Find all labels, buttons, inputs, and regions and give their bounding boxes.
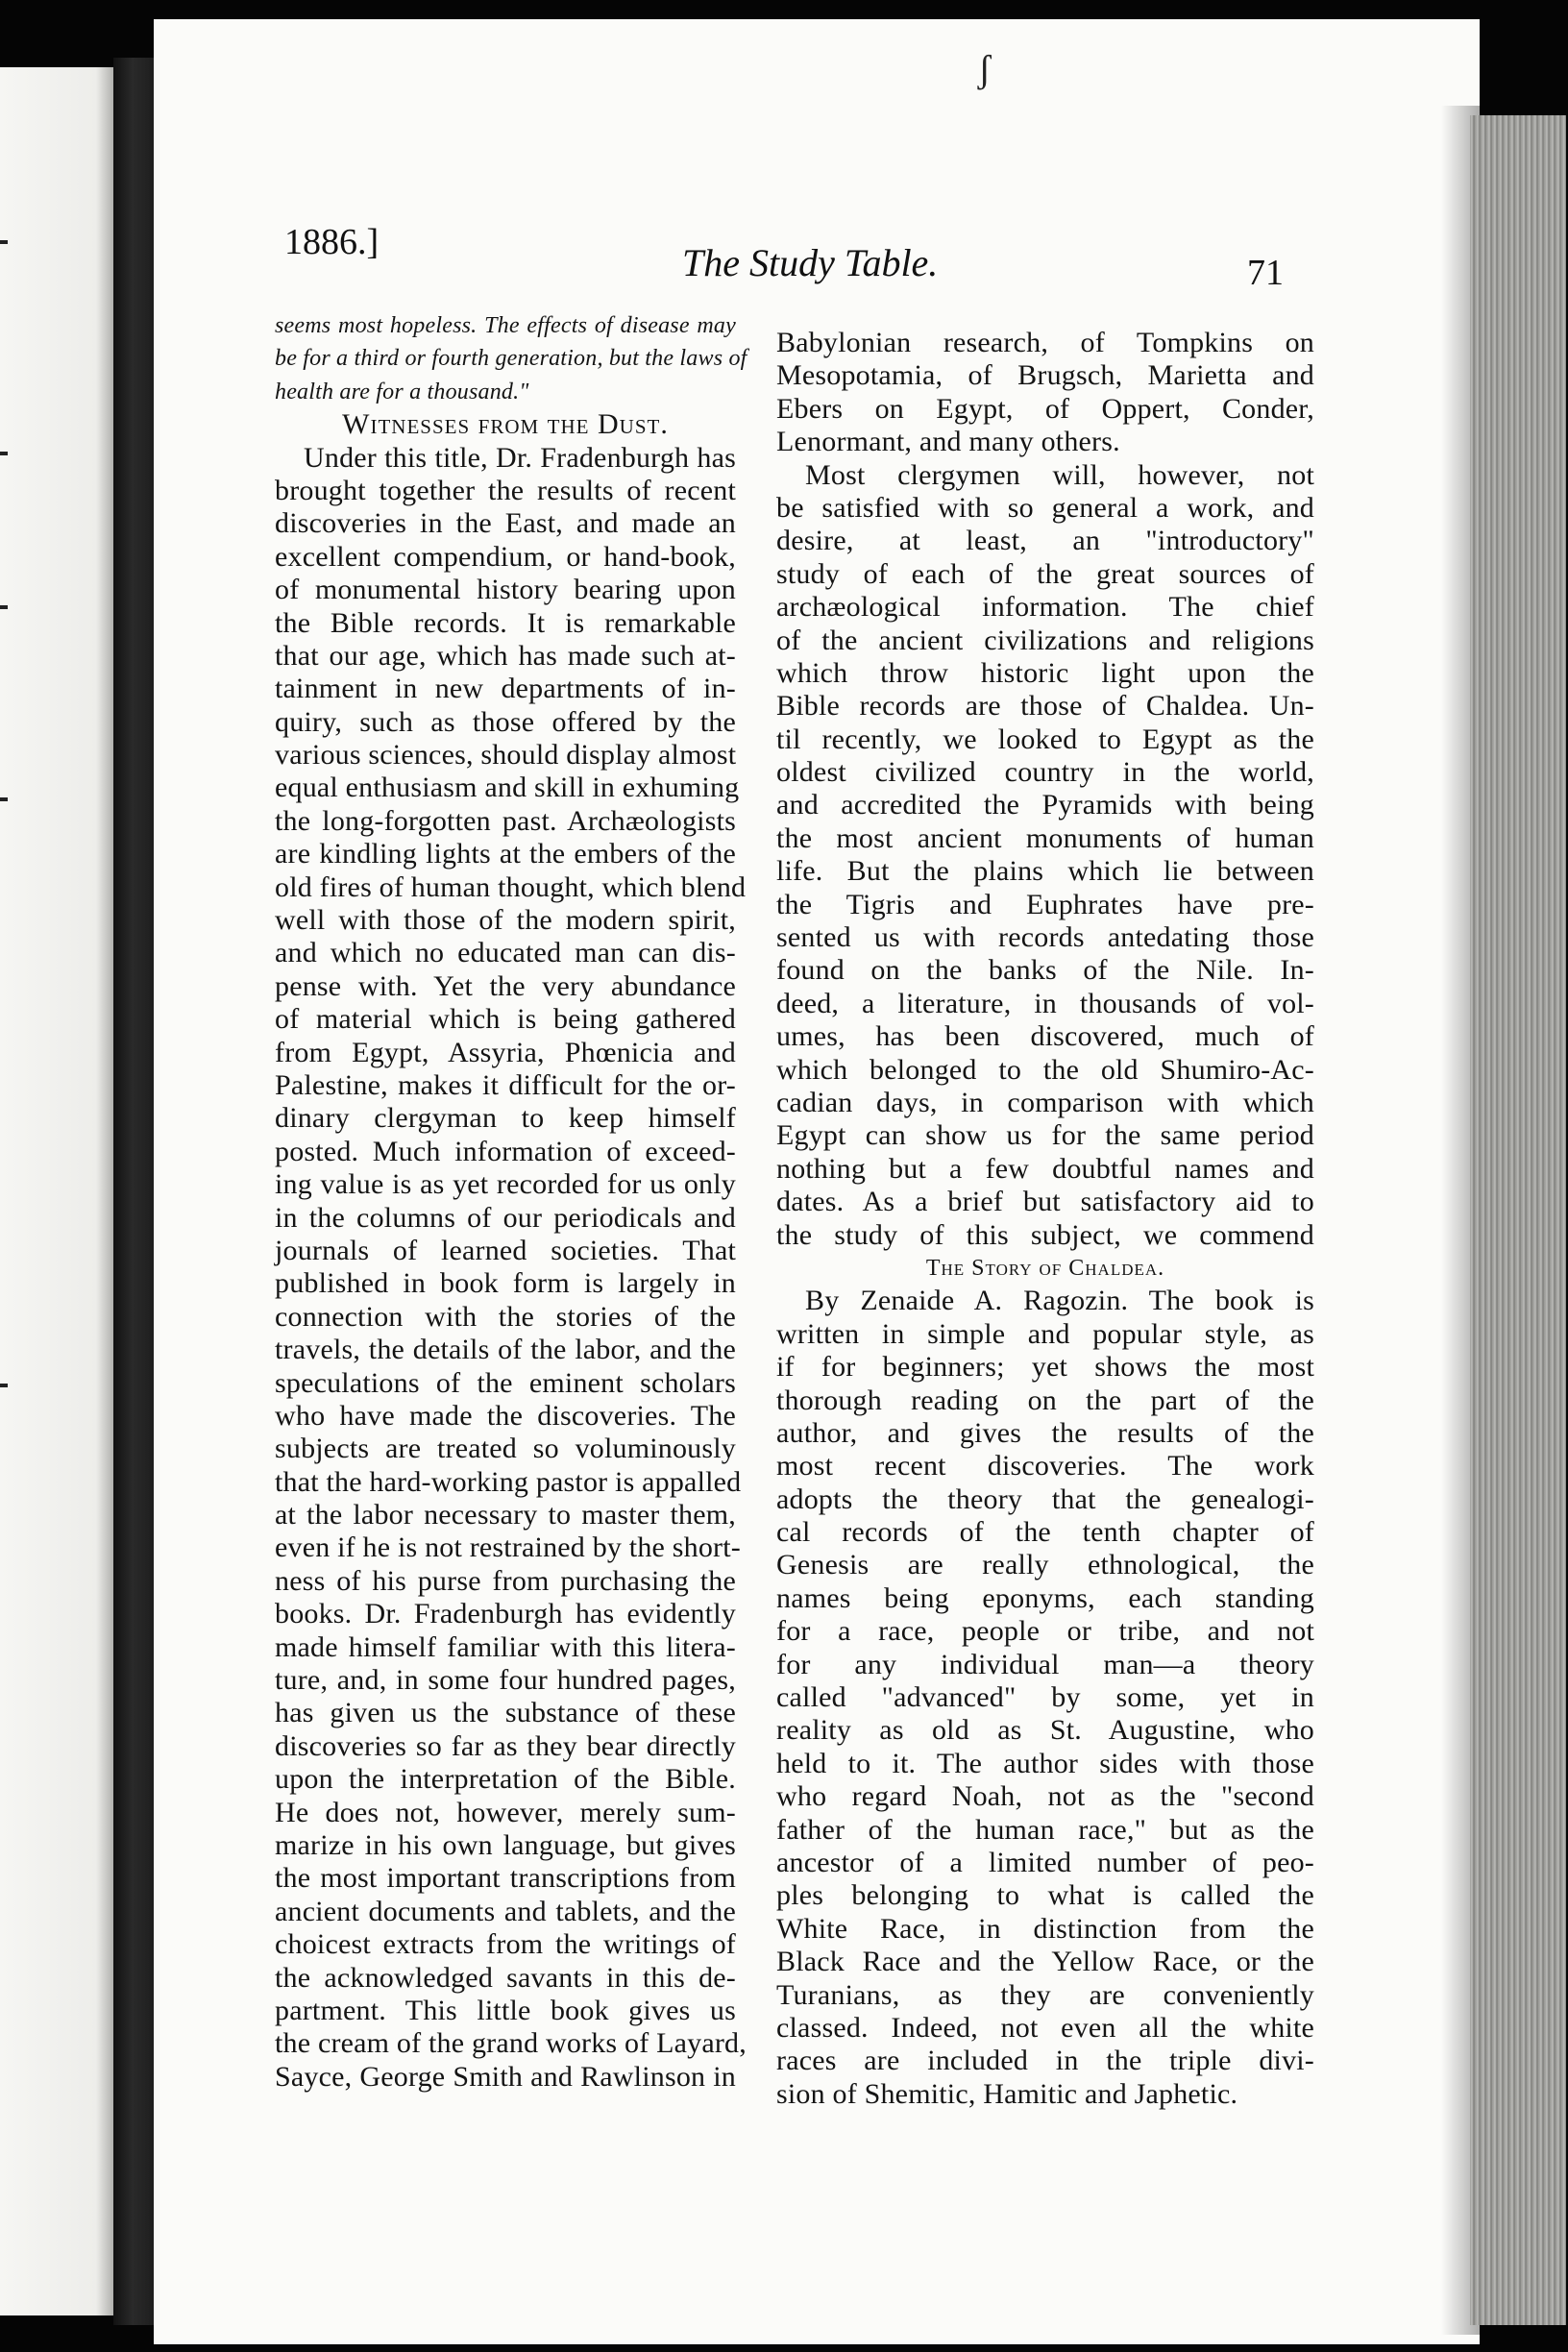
- text-line: journals of learned societies. That: [275, 1234, 736, 1266]
- text-line: are kindling lights at the embers of the: [275, 838, 736, 870]
- text-line: partment. This little book gives us: [275, 1994, 736, 2026]
- text-line: Ebers on Egypt, of Oppert, Conder,: [776, 392, 1314, 425]
- text-line: ing value is as yet recorded for us only: [275, 1168, 736, 1201]
- text-line: made himself familiar with this litera-: [275, 1630, 736, 1663]
- text-line: of the ancient civilizations and religions: [776, 624, 1314, 656]
- text-line: books. Dr. Fradenburgh has evidently: [275, 1598, 736, 1630]
- text-line: discoveries so far as they bear directly: [275, 1729, 736, 1762]
- text-line: if for beginners; yet shows the most: [776, 1351, 1314, 1384]
- text-line: from Egypt, Assyria, Phœnicia and: [275, 1036, 736, 1068]
- text-line: discoveries in the East, and made an: [275, 507, 736, 540]
- left-column: [275, 309, 747, 2094]
- quote-line: health are for a thousand.": [275, 379, 529, 404]
- text-line: Sayce, George Smith and Rawlinson in: [275, 2060, 736, 2093]
- text-line: who regard Noah, not as the "second: [776, 1780, 1314, 1813]
- text-line: sented us with records antedating those: [776, 921, 1314, 954]
- text-line: be satisfied with so general a work, and: [776, 491, 1314, 524]
- text-line: held to it. The author sides with those: [776, 1747, 1314, 1779]
- text-line: nothing but a few doubtful names and: [776, 1152, 1314, 1185]
- text-line: thorough reading on the part of the: [776, 1384, 1314, 1416]
- text-line: ture, and, in some four hundred pages,: [275, 1664, 736, 1697]
- text-line: most recent discoveries. The work: [776, 1450, 1314, 1482]
- text-line: old fires of human thought, which blend: [275, 870, 747, 903]
- text-line: the most important transcriptions from: [275, 1862, 736, 1895]
- text-line: dates. As a brief but satisfactory aid to: [776, 1186, 1314, 1218]
- text-line: ancient documents and tablets, and the: [275, 1895, 736, 1927]
- text-line: and which no educated man can dis-: [275, 937, 736, 969]
- previous-page-edge: [0, 67, 120, 2315]
- text-line: posted. Much information of exceed-: [275, 1135, 736, 1167]
- text-line: the most ancient monuments of human: [776, 821, 1314, 854]
- text-line: adopts the theory that the genealogi-: [776, 1482, 1314, 1515]
- scan-speck: ʃ: [978, 47, 992, 90]
- running-head-title: The Study Table.: [682, 241, 939, 284]
- text-line: Under this title, Dr. Fradenburgh has: [304, 441, 736, 474]
- text-line: quiry, such as those offered by the: [275, 705, 736, 738]
- text-line: marize in his own language, but gives: [275, 1828, 736, 1861]
- text-line: study of each of the great sources of: [776, 557, 1314, 590]
- section-heading-witnesses: Witnesses from the Dust.: [342, 408, 669, 441]
- text-line: ness of his purse from purchasing the: [275, 1564, 736, 1597]
- text-line: dinary clergyman to keep himself: [275, 1102, 736, 1135]
- text-line: travels, the details of the labor, and the: [275, 1334, 736, 1366]
- text-line: author, and gives the results of the: [776, 1416, 1314, 1449]
- text-line: ples belonging to what is called the: [776, 1879, 1314, 1912]
- text-line: which throw historic light upon the: [776, 656, 1314, 689]
- text-line: oldest civilized country in the world,: [776, 756, 1314, 789]
- text-line: and accredited the Pyramids with being: [776, 789, 1314, 821]
- text-line: He does not, however, merely sum-: [275, 1796, 736, 1828]
- text-line: which belonged to the old Shumiro-Ac-: [776, 1053, 1314, 1086]
- text-line: Genesis are really ethnological, the: [776, 1549, 1314, 1581]
- text-line: at the labor necessary to master them,: [275, 1499, 736, 1531]
- text-line: the Tigris and Euphrates have pre-: [776, 888, 1314, 920]
- text-line: found on the banks of the Nile. In-: [776, 954, 1314, 987]
- margin-mark: [0, 1384, 8, 1387]
- quote-line: seems most hopeless. The effects of disease may: [275, 313, 736, 338]
- text-line: the study of this subject, we commend: [776, 1218, 1314, 1251]
- right-column: [776, 327, 1314, 2111]
- text-line: sion of Shemitic, Hamitic and Japhetic.: [776, 2077, 1238, 2110]
- text-line: Black Race and the Yellow Race, or the: [776, 1946, 1314, 1978]
- text-line: cal records of the tenth chapter of: [776, 1516, 1314, 1549]
- text-line: brought together the results of recent: [275, 474, 736, 506]
- text-line: races are included in the triple divi-: [776, 2045, 1314, 2077]
- text-line: excellent compendium, or hand-book,: [275, 540, 736, 573]
- text-line: speculations of the eminent scholars: [275, 1366, 736, 1399]
- text-line: the Bible records. It is remarkable: [275, 606, 736, 639]
- text-line: for any individual man—a theory: [776, 1648, 1314, 1680]
- text-line: Egypt can show us for the same period: [776, 1119, 1314, 1152]
- text-line: that our age, which has made such at-: [275, 639, 736, 672]
- text-line: cadian days, in comparison with which: [776, 1086, 1314, 1118]
- text-line: well with those of the modern spirit,: [275, 904, 736, 937]
- text-line: desire, at least, an "introductory": [776, 525, 1314, 557]
- text-line: classed. Indeed, not even all the white: [776, 2011, 1314, 2044]
- text-line: Babylonian research, of Tompkins on: [776, 327, 1314, 358]
- text-line: the long-forgotten past. Archæologists: [275, 804, 736, 837]
- text-line: upon the interpretation of the Bible.: [275, 1763, 736, 1796]
- text-line: til recently, we looked to Egypt as the: [776, 723, 1314, 755]
- text-line: published in book form is largely in: [275, 1267, 736, 1300]
- running-head: [0, 0, 1568, 293]
- text-line: that the hard-working pastor is appalled: [275, 1465, 742, 1498]
- text-line: equal enthusiasm and skill in exhuming: [275, 772, 740, 804]
- text-line: even if he is not restrained by the short-: [275, 1531, 741, 1564]
- text-line: umes, has been discovered, much of: [776, 1020, 1314, 1053]
- text-line: in the columns of our periodicals and: [275, 1201, 736, 1234]
- text-line: who have made the discoveries. The: [275, 1399, 736, 1432]
- margin-mark: [0, 452, 8, 455]
- quote-line: be for a third or fourth generation, but the laws of: [275, 346, 747, 372]
- text-line: Turanians, as they are conveniently: [776, 1978, 1314, 2011]
- text-line: choicest extracts from the writings of: [275, 1928, 736, 1961]
- text-line: connection with the stories of the: [275, 1300, 736, 1333]
- page-number: 71: [1247, 253, 1284, 293]
- section-heading-story-of-chaldea: The Story of Chaldea.: [925, 1255, 1165, 1281]
- text-line: has given us the substance of these: [275, 1697, 736, 1729]
- page-block-edge: [1470, 115, 1566, 2325]
- text-line: Bible records are those of Chaldea. Un-: [776, 690, 1314, 723]
- text-line: reality as old as St. Augustine, who: [776, 1714, 1314, 1747]
- margin-mark: [0, 797, 8, 801]
- margin-mark: [0, 605, 8, 609]
- text-line: ancestor of a limited number of peo-: [776, 1846, 1314, 1878]
- text-line: various sciences, should display almost: [275, 739, 737, 772]
- text-line: of monumental history bearing upon: [275, 574, 736, 606]
- text-line: the cream of the grand works of Layard,: [275, 2027, 747, 2060]
- text-line: tainment in new departments of in-: [275, 673, 736, 705]
- text-line: Lenormant, and many others.: [776, 426, 1120, 458]
- text-line: written in simple and popular style, as: [776, 1317, 1314, 1350]
- running-head-year: 1886.]: [284, 222, 380, 262]
- text-line: Mesopotamia, of Brugsch, Marietta and: [776, 359, 1314, 392]
- text-line: deed, a literature, in thousands of vol-: [776, 987, 1314, 1019]
- text-line: called "advanced" by some, yet in: [776, 1681, 1314, 1714]
- text-line: father of the human race," but as the: [776, 1813, 1314, 1846]
- text-line: names being eponyms, each standing: [776, 1581, 1314, 1614]
- text-line: Most clergymen will, however, not: [805, 458, 1314, 491]
- text-line: of material which is being gathered: [275, 1003, 736, 1036]
- text-line: pense with. Yet the very abundance: [275, 969, 736, 1002]
- text-line: the acknowledged savants in this de-: [275, 1961, 736, 1994]
- text-line: subjects are treated so voluminously: [275, 1433, 736, 1465]
- text-line: archæological information. The chief: [776, 591, 1314, 624]
- text-line: By Zenaide A. Ragozin. The book is: [805, 1285, 1314, 1317]
- text-line: life. But the plains which lie between: [776, 855, 1314, 888]
- text-line: White Race, in distinction from the: [776, 1912, 1314, 1945]
- text-line: for a race, people or tribe, and not: [776, 1615, 1314, 1648]
- text-line: Palestine, makes it difficult for the or-: [275, 1068, 736, 1101]
